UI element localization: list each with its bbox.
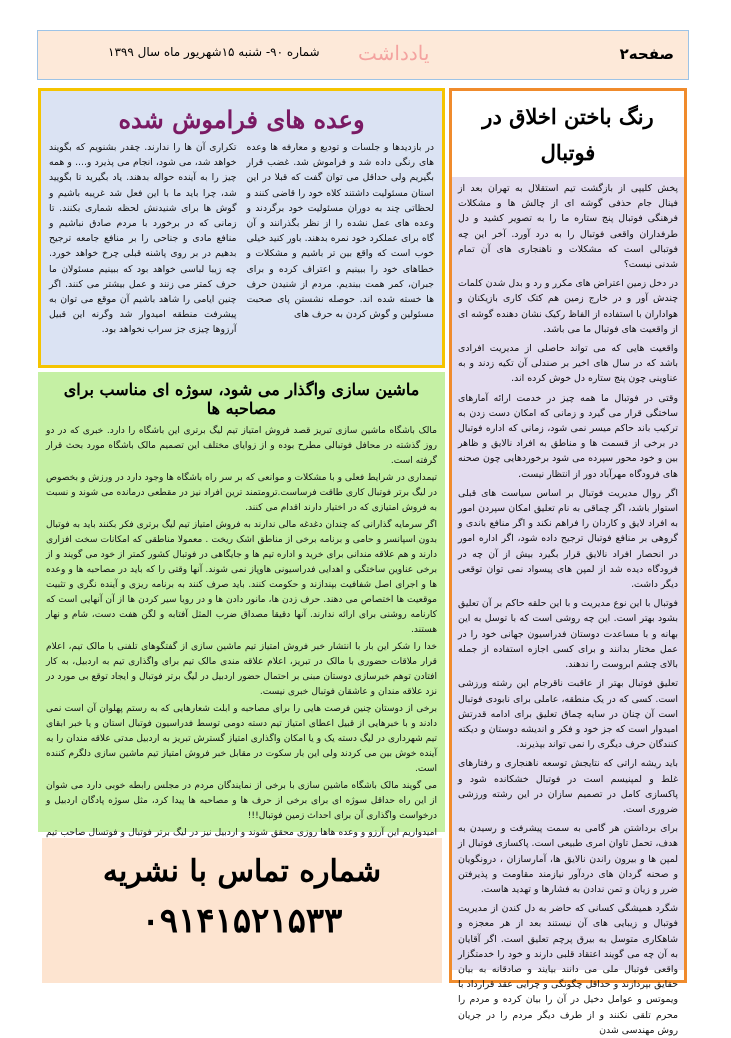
issue-info: شماره ۹۰- شنبه ۱۵شهریور ماه سال ۱۳۹۹ <box>108 45 320 59</box>
paragraph: امیدواریم این آرزو و وعده هاها روزی محقق شوند و اردبیل نیز در لیگ برتر فوتبال و فوتسال صاحب تیم <box>46 828 437 838</box>
paragraph: واقعیت هایی که می تواند حاصلی از مدیریت افرادی باشد که در سال های اخیر بر صندلی آن تکیه زدند و به عناوینی چون پنج ستاره دل خوش کرده اند. <box>458 343 678 385</box>
paragraph: مالک باشگاه ماشین سازی تبریز قصد فروش امتیاز تیم لیگ برتری این باشگاه را دارد. خبری که در دو روز گذشته در محافل فوتبالی مطرح بوده و از زوایای مختلف این تصمیم مالک باشگاه مورد بحث قرار گرفته است. <box>46 426 437 466</box>
article-mashin-sazi <box>38 372 445 838</box>
article-body <box>452 177 684 1036</box>
paragraph: اگر سرمایه گذارانی که چندان دغدغه مالی ندارند به فروش امتیاز تیم لیگ برتری فکر بکنند باید به فوتبال بدون اسپانسر و حامی و برنامه برخی از مناطق اشک ریخت . معمولا مناطقی که امکانات سخت افزاری دارند و هم علاقه مندانی برای خرید و اداره تیم ها و جایگاهی در فوتبال کشور کمتر از خود می گویند و از برخی عناوین ساختگی و اهدایی فدراسیونی هاوپاز نمی شوند. آنها وقتی را که باید در مصاحبه ها و وعده ها و اجرای اصل شفافیت بپندازند و حکومت کنند. باید صرف کنند به برنامه ریزی و آینده نگری و تثبیت موقعیت ها اختصاص می دهند. حرف زدن ها، مانور دادن ها و در رویا سیر کردن ها از آن آنهایی است که کارنامه روشنی برای ارائه ندارند. آنها دقیقا مصداق ضرب المثل آفتابه و لگن هفت دست، شام و نهار هستند. <box>46 520 437 635</box>
paragraph: برخی از دوستان چنین فرصت هایی را برای مصاحبه و ابلت شعارهایی که به رستم پهلوان آن است نمی دادند و با خبرهایی از قبیل اعطای امتیاز تیم دسته دومی توسط فدراسیون فوتبال استان و یا خبر ابقای تیم شهرداری در لیگ دسته یک و یا امکان واگذاری امتیاز گسترش تبریز به اردبیل مدتی علاقه مندان را به آینده خوش بین می کردند ولی این بار سکوت در مقابل خبر فروش امتیاز تیم ماشین سازی دلگرم کننده است. <box>46 704 437 774</box>
article-title: ماشین سازی واگذار می شود، سوژه ای مناسب برای مصاحبه ها <box>63 380 420 418</box>
contact-label: شماره تماس با نشریه <box>102 854 382 889</box>
paragraph: فوتبال با این نوع مدیریت و با این حلقه حاکم بر آن تعلیق بشود بهتر است. این چه روشی است که با توسل به این بهانه و با مساعدت دوستان فدراسیون جهانی خود را در عمل مختار بدانند و برای کسی اجازه استفاده از جمله بالای چشم ابروست را ندهند. <box>458 598 678 671</box>
paragraph: شگرد همیشگی کسانی که حاضر به دل کندن از مدیریت فوتبال و زیبایی های آن نیستند بعد از هر معجزه و شاهکاری متوسل به بیرق پرچم تعلیق است. اگر آقایان به آن چه می گویند اعتقاد قلبی دارند و خود را خدمتگزار واقعی فوتبال ملی می دانند بیایند و صادقانه به بیان حقایق بپردازند و حداقل چگونگی و چرایی عقد قرارداد با ویموتس و عوامل دخیل در آن را بیان کرده و مردم را محرم تلقی نکنند و از طرف دیگر مردم را در جریان روش مهندسی شدن <box>458 903 678 1036</box>
paragraph: تعلیق فوتبال بهتر از عاقبت ناقرجام این رشته ورزشی است. کسی که در یک منطقه، عاملی برای نابودی فوتبال است آن چنان در سایه چماق تعلیق برای ادامه قدرتش امیدوار است که جز خود و فکر و اندیشه دوستان و دیکته کنندگان حرف دیگری را نمی تواند بپذیرند. <box>458 678 678 751</box>
paragraph: می گویند مالک باشگاه ماشین سازی با برخی از نمایندگان مردم در مجلس رابطه خوبی دارد می شوان از این راه حداقل سوژه ای برای برخی از حرف ها و مصاحبه ها پیدا کرد، مثل سوژه پادگان اردبیل و درخواست واگذاری آن برای احداث زمین فوتبال!!! <box>46 781 437 821</box>
column-left: تکراری آن ها را ندارند. چقدر بشنویم که بگویند خواهد شد، می شود، انجام می پذیرد و.... و همه چیز را به آینده حواله بدهند. یاد بگیرید تا بگویید شد، چرا باید ما با این فعل شد غریبه باشیم و گوش ها برای شنیدنش لحظه شماری بکنند. تا زمانی که در برخورد با مردم صادق نباشیم و منافع مادی و جناحی را بر منافع جامعه ترجیح بدهیم در بر روی پاشنه قبلی چرخ خواهد خورد. چه زیبا لباسی خواهد بود که ببینیم مسئولان ما حرف کمتر می زنند و عمل بیشتر می کنند. اگر چنین ایامی را شاهد باشیم آن موقع می توان به پیشرفت منطقه امیدوار شد وگرنه این قبیل آرزوها چیزی جز سراب نخواهد بود. <box>49 142 237 336</box>
column-right: در بازدیدها و جلسات و تودیع و معارفه ها وعده های رنگی داده شد و فراموش شد. غضب قرار بگیریم ولی حداقل می توان گفت که قبلا در این استان مسئولیت داشتند کلاه خود را قاضی کنند و لحظاتی چند به دوران مسئولیت خود برگردند و وعده های عمل نشده را از نظر بگذرانند و آن گاه برای عملکرد خود نمره بدهند. باور کنید خیلی خوب است که واقع بین تر باشیم و مشکلات و خطاهای خود را ببینیم و اعتراف کرده و برای جبران، کمر همت ببندیم. مردم از شنیدن حرف ها خسته شده اند. حوصله نشستن پای صحبت مسئولین و گوش کردن به حرف های <box>246 142 434 321</box>
paragraph: در دخل زمین اعتراض های مکرر و رد و بدل شدن کلمات چندش آور و در خارج زمین هم کتک کاری بازیکنان و هواداران با استفاده از الفاظ رکیک نشان دهنده گوشه ای از واقعیت های فوتبال ما می باشد. <box>458 278 678 335</box>
article-football-ethics <box>449 88 687 1036</box>
paragraph: باید ریشه اراتی که نتایجش توسعه ناهنجاری و رفتارهای غلط و لمپنیسم است در فوتبال خشکانده شود و پاکسازی کامل در تصمیم سازان در این رشته ورزشی ضروری است. <box>458 758 678 815</box>
paragraph: تیمداری در شرایط فعلی و با مشکلات و موانعی که بر سر راه باشگاه ها وجود دارد در ورزش و بخصوص در لیگ برتر فوتبال کاری طاقت فرساست.ترومتمند ترین افراد نیز در مقطعی درمانده می شوند و نسبت به فروش امتیازی که در اختیار دارند اقدام می کنند. <box>46 473 437 513</box>
section-title: یادداشت <box>358 41 430 65</box>
article-body <box>46 424 437 838</box>
page-header <box>37 30 689 80</box>
article-forgotten-promises <box>38 88 445 368</box>
article-title: وعده های فراموش شده <box>118 105 365 134</box>
contact-phone: ۰۹۱۴۱۵۲۱۵۳۳ <box>141 901 343 941</box>
paragraph: اگر روال مدیریت فوتبال بر اساس سیاست های قبلی استوار باشد، اگر چماقی به نام تعلیق امکان سپردن امور به افراد لایق و کاردان را فراهم نکند و اگر منافع باندی و گروهی بر منافع فوتبال ترجیح داده شود، اگر اداره امور در انحصار افراد نالایق قرار بگیرد بیش از آن چه در فرودگاه دیده شد از لمپن های پیسواد نمی توان توقعی دیگر داشت. <box>458 487 678 591</box>
article-title: رنگ باختن اخلاق در فوتبال <box>482 104 654 165</box>
paragraph: خدا را شکر این بار با انتشار خبر فروش امتیاز تیم ماشین سازی از گفتگوهای تلفنی با مالک تیم، اعلام قرار ملاقات حضوری با مالک در تبریز، اعلام علاقه مندی مالک تیم برای واگذاری تیم به اردبیل، به کار افتادن توهم خبرسازی دوستان مبنی بر احتمال حضور اردبیل در لیگ برتر فوتبال و ایجاد توقع بی مورد در نزد علاقه مندان و عاشقان فوتبال خبری نیست. <box>46 642 437 697</box>
contact-box <box>42 838 442 983</box>
article-columns <box>41 140 442 346</box>
paragraph: پخش کلیپی از بازگشت تیم استقلال به تهران بعد از فینال جام حذفی گوشه ای از چالش ها و مشکلات فرهنگی فوتبال پنج ستاره ما را به تصویر کشید و دل طرفداران واقعی فوتبال را به درد آورد. آخر این چه فوتبالی است که مشکلات و ناهنجاری های آن تمام شدنی نیست؟ <box>458 183 678 271</box>
paragraph: وقتی در فوتبال ما همه چیز در خدمت ارائه آمارهای ساختگی قرار می گیرد و زمانی که امکان دست زدن به ترکیب باند حاکم میسر نمی شود، زمانی که اداره فوتبال در برخی از قسمت ها و مناطق به افراد نالایق و ظاهر بین و خود محور سپرده می شود برخوردهایی چون صحنه های فرودگاه مهرآباد دور از انتظار نیست. <box>458 392 678 480</box>
page-number: صفحه۲ <box>619 45 674 63</box>
paragraph: برای برداشتن هر گامی به سمت پیشرفت و رسیدن به هدف، تحمل تاوان امری طبیعی است. پاکسازی فوتبال از لمپن ها و بیرون راندن نالایق ها، آمارسازان ، درونگویان و صحنه گردان های دردآور نیازمند مقاومت و پذیرفتن ضرر و زیان و تمن ندادن به فشارها و تهدید هاست. <box>458 823 678 895</box>
